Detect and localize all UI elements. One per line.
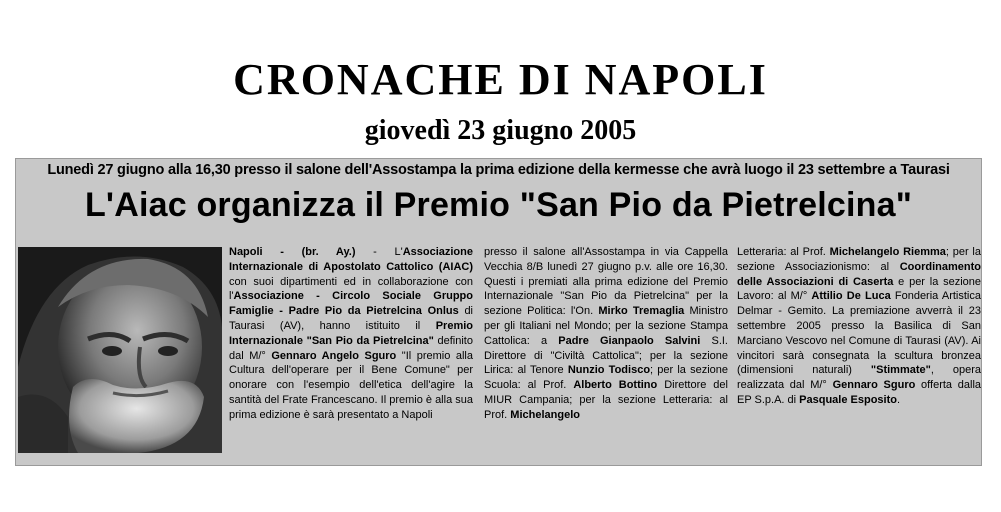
portrait-photo [18, 247, 222, 453]
article-text: definito dal M/° [229, 334, 473, 362]
article-text: Letteraria: al Prof. [737, 246, 830, 258]
article-text-bold: Napoli - (br. Ay.) [229, 246, 356, 258]
article-text-bold: Coordinamento delle Associazioni di Caserta [737, 260, 981, 288]
article-text-bold: Michelangelo Riemma [829, 246, 946, 258]
article-text: ; per la sezione Associazionismo: al [737, 246, 981, 273]
article-headline: L'Aiac organizza il Premio "San Pio da Pietrelcina" [84, 186, 913, 224]
article-text: con suoi dipartimenti ed in collaborazione con l' [229, 275, 473, 303]
article-text: di Taurasi (AV), hanno istituito il [229, 305, 473, 332]
article-text: Ministro per gli Italiani nel Mondo; per la sezione Stampa Cattolica: a [484, 305, 728, 347]
article-text: Direttore del MIUR Campania; per la sezione Letteraria: al Prof. [484, 379, 728, 421]
article-text-bold: Pasquale Esposito [799, 393, 897, 406]
article-text-bold: Alberto Bottino [573, 379, 658, 392]
article-column-3 [737, 245, 981, 465]
article-text: , opera realizzata dal M/° [737, 364, 981, 392]
article-text-bold: "Stimmate" [870, 364, 931, 377]
article-text: e per la sezione Lavoro: al M/° [737, 275, 981, 303]
article-text-bold: Associazione Internazionale di Apostolato Cattolico (AIAC) [229, 246, 473, 273]
article-text-bold: Associazione - Circolo Sociale Gruppo Famiglie - Padre Pio da Pietrelcina Onlus [229, 290, 473, 318]
article-text: ; per la sezione Scuola: al Prof. [484, 364, 728, 392]
article-text-bold: Michelangelo [510, 408, 580, 421]
issue-date: giovedì 23 giugno 2005 [364, 115, 637, 146]
article-kicker: Lunedì 27 giugno alla 16,30 presso il salone dell'Assostampa la prima edizione della kermesse che avrà luogo il 23 settembre a Taurasi [47, 162, 950, 178]
article-text-bold: Gennaro Sguro [832, 379, 916, 392]
portrait-illustration [18, 247, 222, 453]
article-text: S.I. Direttore di "Civiltà Cattolica"; per la sezione Lirica: al Tenore [484, 334, 728, 377]
article-text: offerta dalla EP S.p.A. di [737, 379, 981, 406]
article-text: . [896, 393, 901, 406]
article-text-bold: Gennaro Angelo Sguro [271, 349, 397, 362]
article-text: Fonderia Artistica Delmar - Gemito. La premiazione avverrà il 23 settembre 2005 presso la Basilica di San Marciano Vescovo nel Comune di Taurasi (AV). Ai vincitori sarà consegnata la scultura bronzea (dimensioni naturali) [737, 290, 981, 377]
article-column-2 [484, 245, 728, 465]
article-text-bold: Attilio De Luca [811, 290, 891, 303]
article-text-bold: Premio Internazionale "San Pio da Pietrelcina" [229, 319, 473, 347]
article-clipping [15, 158, 982, 466]
article-text: presso il salone all'Assostampa in via Cappella Vecchia 8/B lunedì 27 giugno p.v. alle ore 16,30. Questi i premiati alla prima edizione del Premio Internazionale "San Pio da Pietrelcina" per la sezione Politica: l'On. [484, 246, 728, 318]
article-text: - L' [355, 246, 403, 258]
article-text-bold: Nunzio Todisco [567, 364, 651, 377]
newspaper-masthead: CRONACHE DI NAPOLI [233, 55, 768, 104]
article-text: "Il premio alla Cultura dell'operare per il Bene Comune" per onorare con l'esempio dell'etica dell'agire la santità del Frate Francescano. Il premio è alla sua prima edizione è sarà presentato a Napoli [229, 349, 473, 421]
article-column-1 [229, 245, 473, 465]
article-text-bold: Mirko Tremaglia [598, 305, 685, 318]
article-text-bold: Padre Gianpaolo Salvini [558, 334, 701, 347]
